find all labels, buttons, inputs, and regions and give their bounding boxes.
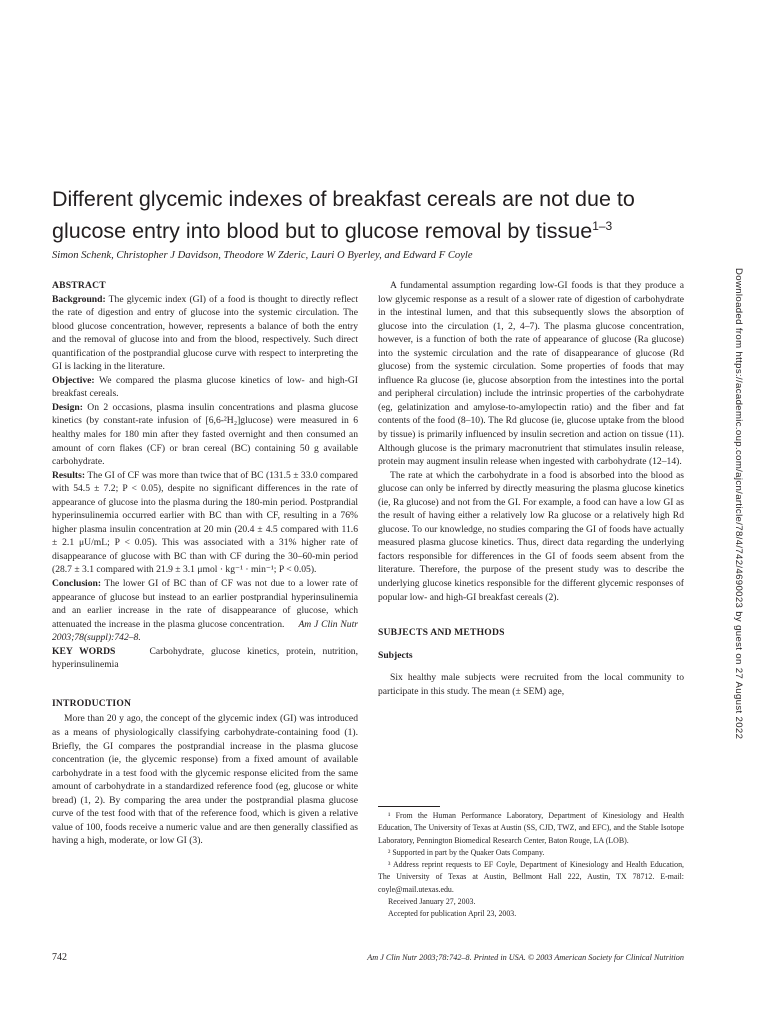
footnote-divider: [378, 806, 440, 807]
right-column: [378, 279, 684, 698]
download-watermark-text: Downloaded from https://academic.oup.com/ajcn/article/78/4/742/4690023 by guest on 27 August 2022: [733, 268, 744, 740]
subjects-subheading: Subjects: [378, 649, 413, 661]
abstract-results: [52, 469, 358, 577]
design-label: Design:: [52, 401, 83, 413]
left-column: [52, 279, 358, 848]
conclusion-text: The lower GI of BC than of CF was not due to a lower rate of appearance of glucose but instead to an earlier postprandial hyperinsulinemia and an earlier increase in the rate of disappearance of glucose, which attenuated the increase in the plasma glucose concentration.: [52, 578, 358, 630]
accepted-date: Accepted for publication April 23, 2003.: [388, 909, 517, 919]
results-label: Results:: [52, 469, 86, 481]
title-footnote-refs: 1–3: [592, 219, 613, 233]
background-label: Background:: [52, 293, 106, 305]
abstract-citation: Am J Clin Nutr 2003;78(suppl):742–8.: [52, 618, 359, 644]
article-title-text: Different glycemic indexes of breakfast cereals are not due to glucose entry into blood but to glucose removal by tissue: [52, 187, 635, 244]
author-list: Simon Schenk, Christopher J Davidson, Theodore W Zderic, Lauri O Byerley, and Edward F Coyle: [52, 250, 473, 261]
results-text: The GI of CF was more than twice that of BC (131.5 ± 33.0 compared with 54.5 ± 7.2; P < 0.05), despite no significant differences in the rate of appearance of glucose into the plasma during the 180-min period. Postprandial hyperinsulinemia occurred earlier with BC than with CF, resulting in a 76% higher plasma insulin concentration at 20 min (20.4 ± 4.5 compared with 11.6 ± 2.1 μU/mL; P < 0.05). This was associated with a 31% higher rate of disappearance of glucose with BC than with CF during the 30–60-min period (28.7 ± 3.1 compared with 21.9 ± 3.1 μmol · kg⁻¹ · min⁻¹; P < 0.05).: [52, 469, 358, 576]
introduction-heading: INTRODUCTION: [52, 697, 132, 709]
introduction-paragraph-3: The rate at which the carbohydrate in a food is absorbed into the blood as glucose can only be inferred by directly measuring the plasma glucose kinetics (ie, Ra glucose) and not from the GI. For example, a food can have a low GI as the result of having either a relatively low Ra glucose or a relatively high Rd glucose. To our knowledge, no studies comparing the GI of foods have actually measured plasma glucose kinetics. Thus, direct data regarding the underlying factors responsible for differences in the GI of foods seem absent from the literature. Therefore, the purpose of the present study was to describe the underlying glucose kinetics responsible for the different glycemic responses of popular low- and high-GI breakfast cereals (2).: [378, 469, 684, 603]
methods-heading: SUBJECTS AND METHODS: [378, 627, 505, 639]
article-title: [52, 186, 712, 245]
introduction-paragraph-1: More than 20 y ago, the concept of the glycemic index (GI) was introduced as a means of physiologically classifying carbohydrate-containing food (1). Briefly, the GI compares the postprandial increase in the plasma glucose concentration (ie, the glycemic response) from a fixed amount of available carbohydrate in a test food with the glycemic response elicited from the same amount of carbohydrate in a standardized reference food (eg, glucose or white bread) (1, 2). By comparing the area under the postprandial plasma glucose curve of the test food with that of the reference food, which is given a relative value of 100, foods receive a numeric value and are then generally classified as having a high, moderate, or low GI (3).: [52, 713, 358, 847]
keywords: [52, 645, 358, 672]
design-text: On 2 occasions, plasma insulin concentrations and plasma glucose kinetics (by constant-rate infusion of [6,6-²H₂]glucose) were measured in 6 healthy males for 180 min after they fasted overnight and then consumed an amount of corn flakes (CF) or bran cereal (BC) containing 50 g available carbohydrate.: [52, 401, 358, 468]
abstract-objective: [52, 374, 358, 401]
background-text: The glycemic index (GI) of a food is thought to directly reflect the rate of digestion and entry of glucose into the systemic circulation. The blood glucose concentration, however, represents a balance of both the entry and the removal of glucose into and from the blood, respectively. Such direct quantification of the postprandial glucose curve with respect to interpreting the GI is lacking in the literature.: [52, 293, 358, 373]
footnote-1: ¹ From the Human Performance Laboratory, Department of Kinesiology and Health Education, The University of Texas at Austin (SS, CJD, TWZ, and EFC), and the Stable Isotope Laboratory, Pennington Biomedical Research Center, Baton Rouge, LA (LOB).: [378, 811, 684, 845]
footer-journal-line: [316, 953, 684, 962]
introduction-paragraph-2: A fundamental assumption regarding low-GI foods is that they produce a low glycemic response as a result of a slower rate of digestion of carbohydrate in the intestinal lumen, and that this subsequently slows the absorption of glucose into the circulation (1, 2, 4–7). The plasma glucose concentration, however, is a function of both the rate of appearance of glucose (Ra glucose) into the systemic circulation and the rate of disappearance of glucose (Rd glucose) from the systemic circulation. Some properties of foods that may influence Ra glucose (ie, glucose absorption from the intestines into the portal and peripheral circulation) include the intrinsic properties of the carbohydrate (eg, gelatinization and amylose-to-amylopectin ratio) and the fiber and fat contents of the food (8–10). The Rd glucose (ie, glucose uptake from the blood by tissue) is primarily influenced by insulin secretion and action on tissue (11). Although glucose is the primary macronutrient that stimulates insulin release, protein may augment insulin release when ingested with carbohydrate (12–14).: [378, 280, 684, 468]
received-date: Received January 27, 2003.: [388, 897, 476, 907]
abstract-design: [52, 401, 358, 469]
keywords-label: KEY WORDS: [52, 645, 116, 657]
abstract-conclusion: [52, 577, 358, 645]
conclusion-label: Conclusion:: [52, 578, 102, 590]
download-watermark: [730, 268, 750, 748]
page-number: 742: [52, 952, 67, 963]
footer-journal-text: Am J Clin Nutr 2003;78:742–8. Printed in USA. © 2003 American Society for Clinical Nutrition: [367, 953, 684, 962]
keywords-text: Carbohydrate, glucose kinetics, protein, nutrition, hyperinsulinemia: [52, 645, 358, 671]
footnote-3: ³ Address reprint requests to EF Coyle, Department of Kinesiology and Health Education, The University of Texas at Austin, Bellmont Hall 222, Austin, TX 78712. E-mail: coyle@mail.utexas.edu.: [378, 860, 684, 894]
objective-label: Objective:: [52, 374, 95, 386]
objective-text: We compared the plasma glucose kinetics of low- and high-GI breakfast cereals.: [52, 374, 358, 400]
abstract-background: [52, 293, 358, 374]
abstract-heading: ABSTRACT: [52, 280, 106, 291]
footnote-2: ² Supported in part by the Quaker Oats Company.: [388, 847, 545, 857]
footnotes: [378, 810, 684, 921]
methods-paragraph-1: Six healthy male subjects were recruited from the local community to participate in this study. The mean (± SEM) age,: [378, 672, 684, 697]
